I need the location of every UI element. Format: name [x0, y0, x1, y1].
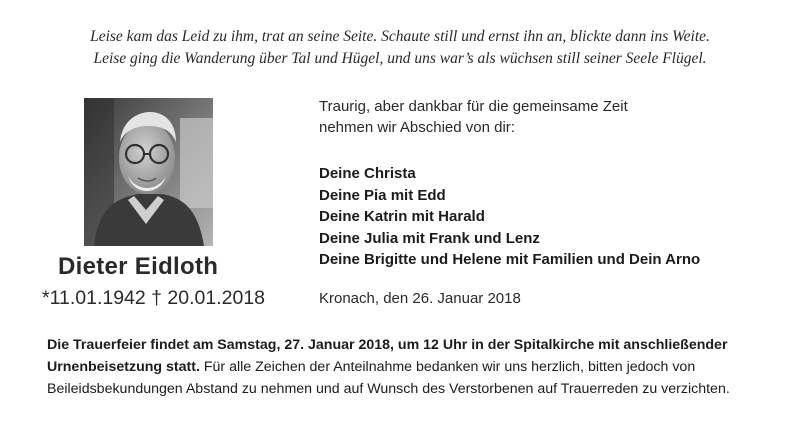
notice-bold-1: Die Trauerfeier findet am Samstag, 27. Januar 2018, um 12 Uhr in der Spitalkirche mit anschließender — [47, 337, 728, 353]
family-member: Deine Pia mit Edd — [319, 186, 446, 204]
poem-verse — [0, 26, 800, 70]
family-member: Deine Julia mit Frank und Lenz — [319, 229, 540, 247]
notice-bold-2: Urnenbeisetzung statt. — [47, 359, 200, 375]
farewell-line-2: nehmen wir Abschied von dir: — [319, 119, 515, 136]
notice-line-2-rest: Für alle Zeichen der Anteilnahme bedanken wir uns herzlich, bitten jedoch von — [199, 359, 696, 375]
family-member: Deine Brigitte und Helene mit Familien und Dein Arno — [319, 251, 701, 268]
portrait-photo — [84, 98, 213, 246]
poem-line-1: Leise kam das Leid zu ihm, trat an seine Seite. Schaute still und ernst ihn an, blickte dann ins Weite. — [90, 28, 710, 45]
family-member: Deine Katrin mit Harald — [319, 208, 485, 225]
family-member: Deine Christa — [319, 165, 416, 182]
deceased-name: Dieter Eidloth — [58, 253, 219, 280]
poem-line-2: Leise ging die Wanderung über Tal und Hügel, und uns war’s als wüchsen still seiner Seele Flügel. — [93, 50, 707, 67]
family-list — [319, 163, 700, 271]
farewell-text — [319, 96, 628, 138]
funeral-notice — [47, 334, 730, 400]
notice-line-2 — [47, 356, 730, 378]
place-and-date: Kronach, den 26. Januar 2018 — [319, 290, 521, 307]
farewell-line-1: Traurig, aber dankbar für die gemeinsame Zeit — [319, 98, 628, 115]
notice-line-3: Beileidsbekundungen Abstand zu nehmen und auf Wunsch des Verstorbenen auf Trauerreden zu verzichten. — [47, 381, 730, 397]
life-dates: *11.01.1942 † 20.01.2018 — [42, 287, 266, 309]
notice-line-1 — [47, 334, 730, 356]
